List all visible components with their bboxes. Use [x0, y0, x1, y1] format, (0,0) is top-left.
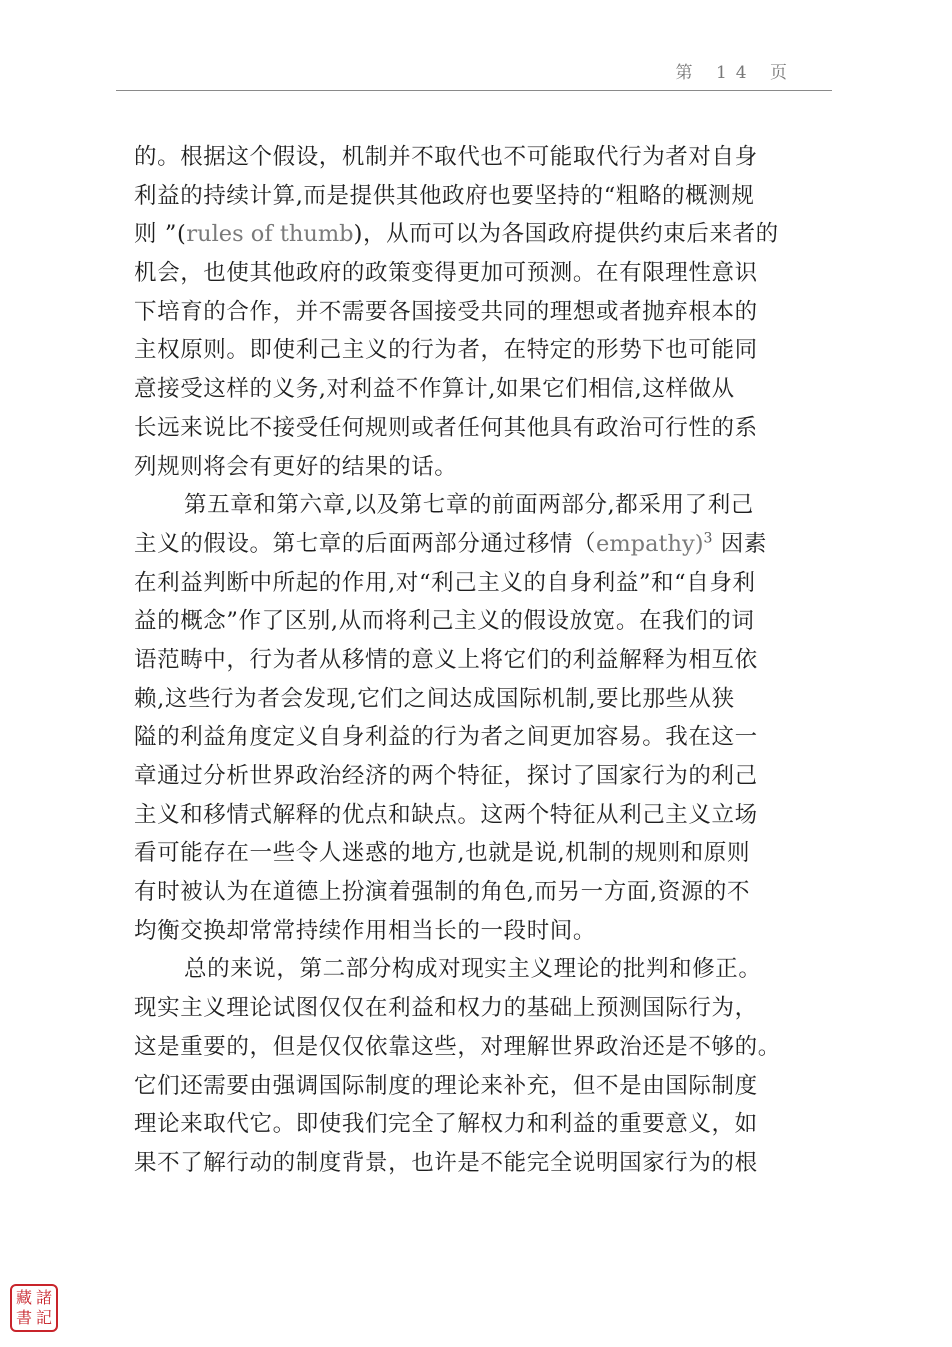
text-line: 机会，也使其他政府的政策变得更加可预测。在有限理性意识 [134, 260, 758, 287]
text-line: 的。根据这个假设，机制并不取代也不可能取代行为者对自身 [134, 144, 758, 170]
paragraph [134, 486, 806, 950]
footnote-marker: 3 [703, 530, 714, 547]
paragraph [134, 950, 806, 1182]
text-line: 意接受这样的义务,对利益不作算计,如果它们相信,这样做从 [134, 376, 735, 403]
text-line: 主权原则。即使利己主义的行为者，在特定的形势下也可能同 [134, 337, 758, 364]
page-header [116, 52, 832, 91]
text-segment: 主义的假设。第七章的后面两部分通过移情（ [134, 530, 597, 557]
text-line: 语范畴中，行为者从移情的意义上将它们的利益解释为相互依 [134, 646, 758, 673]
text-line: 第五章和第六章,以及第七章的前面两部分,都采用了利己 [184, 492, 754, 519]
text-line: 主义和移情式解释的优点和缺点。这两个特征从利己主义立场 [134, 801, 758, 828]
text-line: 有时被认为在道德上扮演着强制的角色,而另一方面,资源的不 [134, 879, 751, 906]
text-line [134, 215, 806, 254]
body-text [134, 138, 806, 1183]
seal-char: 記 [35, 1308, 52, 1327]
text-line: 长远来说比不接受任何规则或者任何其他具有政治可行性的系 [134, 414, 758, 441]
text-line: 利益的持续计算,而是提供其他政府也要坚持的“粗略的概测规 [134, 182, 755, 209]
text-line: 赖,这些行为者会发现,它们之间达成国际机制,要比那些从狭 [134, 685, 735, 712]
seal-char: 書 [15, 1308, 32, 1327]
text-line: 在利益判断中所起的作用,对“利己主义的自身利益”和“自身利 [134, 569, 756, 596]
seal-char: 藏 [15, 1288, 32, 1307]
text-line: 益的概念”作了区别,从而将利己主义的假设放宽。在我们的词 [134, 608, 755, 635]
latin-term: empathy) [596, 530, 704, 557]
seal-char: 諸 [35, 1288, 52, 1307]
text-segment: )，从而可以为各国政府提供约束后来者的 [353, 221, 779, 248]
text-segment: 因素 [713, 530, 767, 557]
text-line: 隘的利益角度定义自身利益的行为者之间更加容易。我在这一 [134, 724, 758, 751]
text-line: 理论来取代它。即使我们完全了解权力和利益的重要意义，如 [134, 1111, 758, 1138]
text-segment: 则 ”( [134, 221, 187, 248]
text-line: 总的来说，第二部分构成对现实主义理论的批判和修正。 [184, 956, 762, 983]
collector-seal [10, 1284, 58, 1332]
text-line: 这是重要的，但是仅仅依靠这些，对理解世界政治还是不够的。 [134, 1033, 781, 1060]
text-line: 下培育的合作，并不需要各国接受共同的理想或者抛弃根本的 [134, 298, 758, 325]
text-line: 章通过分析世界政治经济的两个特征，探讨了国家行为的利己 [134, 763, 758, 789]
text-line [134, 525, 806, 564]
text-line: 均衡交换却常常持续作用相当长的一段时间。 [134, 917, 597, 944]
text-line: 看可能存在一些令人迷惑的地方,也就是说,机制的规则和原则 [134, 840, 751, 867]
text-line: 果不了解行动的制度背景，也许是不能完全说明国家行为的根 [134, 1149, 758, 1176]
text-line: 现实主义理论试图仅仅在利益和权力的基础上预测国际行为， [134, 995, 758, 1022]
text-line: 列规则将会有更好的结果的话。 [134, 453, 458, 480]
latin-term: rules of thumb [186, 221, 354, 248]
text-line: 它们还需要由强调国际制度的理论来补充，但不是由国际制度 [134, 1072, 758, 1099]
paragraph [134, 138, 806, 486]
page-number: 第 14 页 [675, 63, 796, 83]
